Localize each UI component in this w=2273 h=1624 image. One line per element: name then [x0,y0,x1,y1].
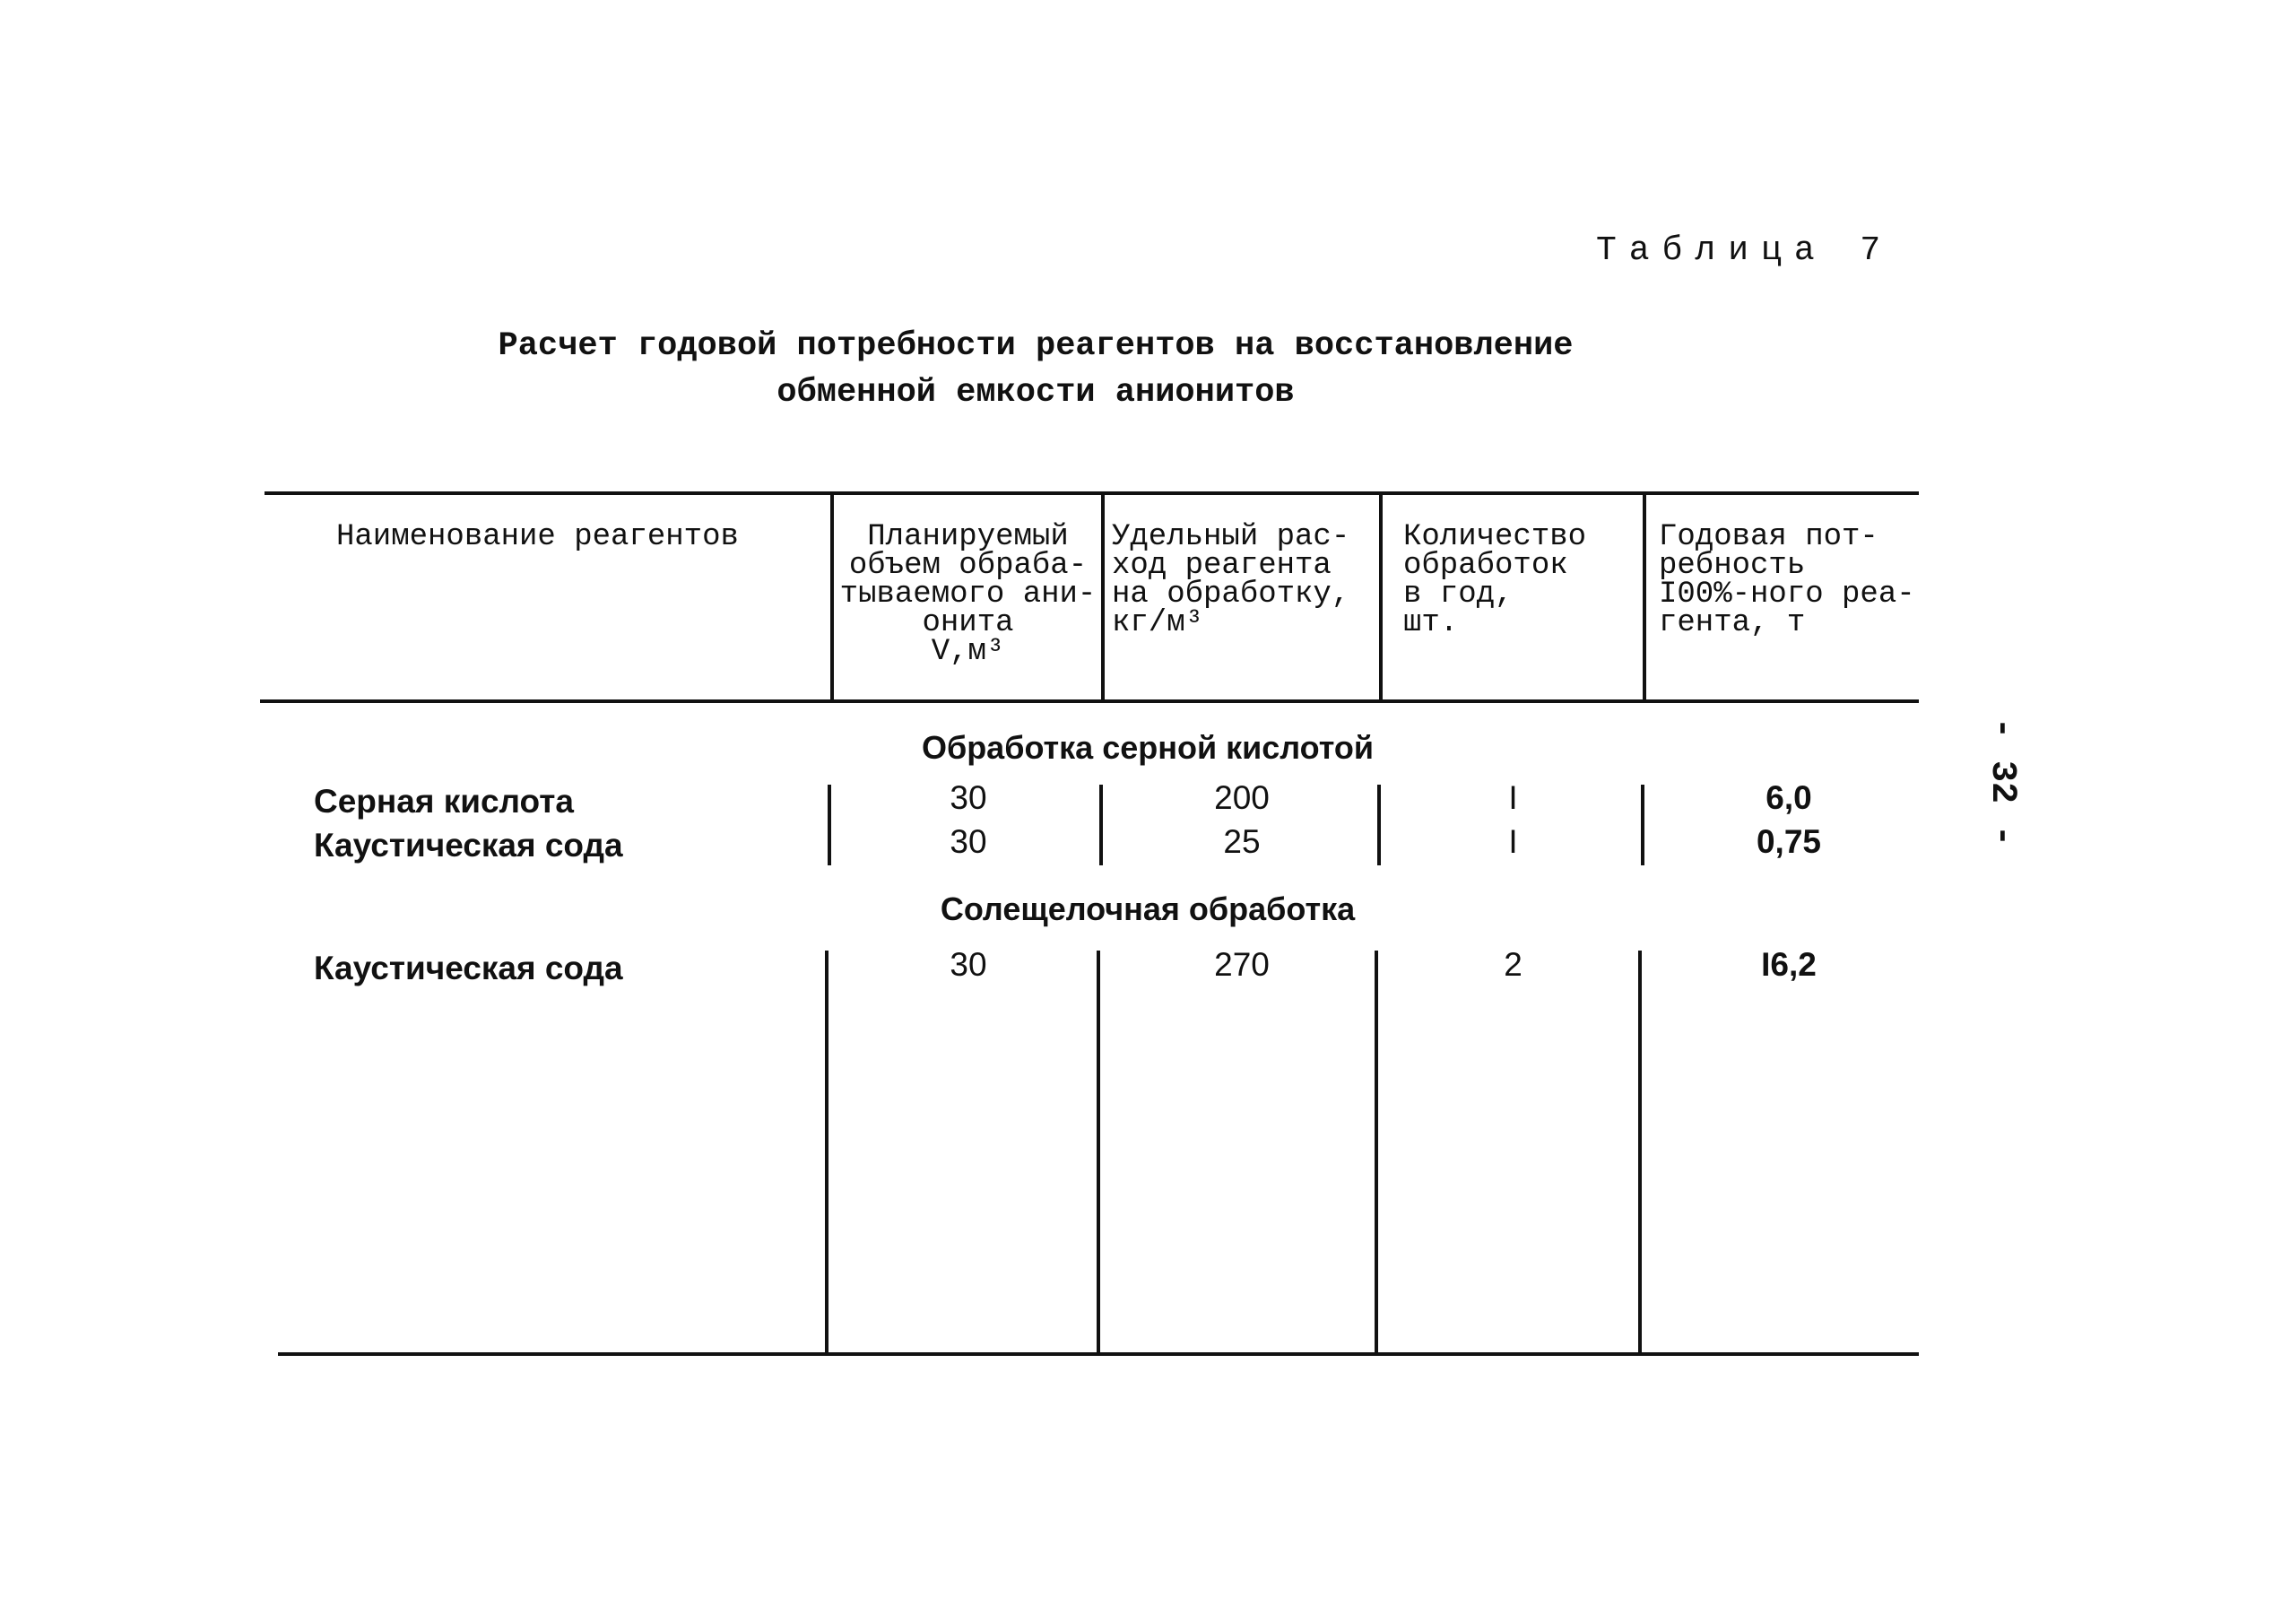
row-count-cell: 2 [1504,946,1523,983]
row-annual-cell: 0,75 [1756,823,1821,860]
row-annual-cell: I6,2 [1761,946,1817,983]
section-title: Солещелочная обработка [940,890,1356,927]
page-number: - 32 - [1982,717,2022,847]
table-title [466,323,1605,416]
section-title: Обработка серной кислотой [921,729,1375,766]
row-rate-cell: 25 [1223,823,1261,860]
title-line-1: Расчет годовой потребности реагентов на восстановление [498,327,1574,365]
cell-divider [1099,785,1103,865]
column-divider [1097,951,1100,1354]
column-divider [1375,951,1378,1354]
row-count-cell: I [1508,823,1518,860]
column-divider [1638,951,1642,1354]
header-column-divider [1101,493,1105,701]
row-rate-cell: 200 [1214,779,1270,816]
row-reagent-name: Серная кислота [314,783,574,820]
header-column-divider [1379,493,1383,701]
row-volume-cell: 30 [950,823,987,860]
table-header-rule [260,699,1919,703]
header-column-divider [1643,493,1646,701]
header-specific-consumption: Удельный рас- ход реагента на обработку, кг/м³ [1112,520,1350,640]
column-divider [825,951,829,1354]
table-label: Таблица 7 [1596,231,1894,270]
row-annual-cell: 6,0 [1765,779,1812,816]
cell-divider [1641,785,1644,865]
header-treatment-count: Количество обработок в год, шт. [1403,520,1587,640]
cell-divider [1377,785,1381,865]
header-annual-requirement: Годовая пот- ребность I00%-ного реа- гента, т [1659,520,1915,640]
title-line-2: обменной емкости анионитов [776,374,1295,412]
row-count-cell: I [1508,779,1518,816]
header-column-divider [830,493,834,701]
cell-divider [828,785,831,865]
row-reagent-name: Каустическая сода [314,827,623,864]
header-reagent-name: Наименование реагентов [336,520,739,554]
header-planned-volume: Планируемый объем обраба- тываемого ани- онита V,м³ [839,520,1097,669]
row-reagent-name: Каустическая сода [314,950,623,986]
table-top-rule [265,491,1919,495]
row-rate-cell: 270 [1214,946,1270,983]
row-volume-cell: 30 [950,946,987,983]
row-volume-cell: 30 [950,779,987,816]
